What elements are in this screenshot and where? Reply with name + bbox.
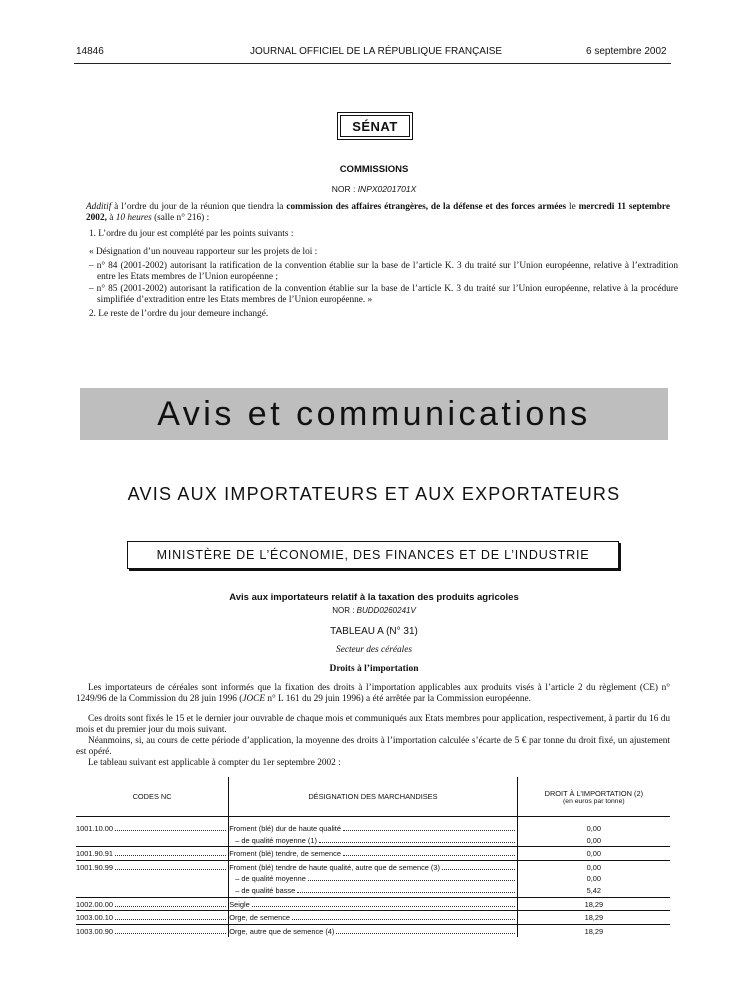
nor-line [74,184,674,194]
table-row [76,860,670,897]
intro-text-3: à [106,212,116,223]
cell-designation [229,911,517,925]
header-droit-label: DROIT À L’IMPORTATION (2) [544,788,644,798]
droit-value: 5,42 [586,885,602,895]
nc-code: 1003.00.10 [76,913,113,923]
designation-line [229,885,516,897]
nc-code: 1001.10.00 [76,824,113,833]
page-number: 14846 [76,46,104,57]
cell-droit [517,897,670,911]
notice-nor-code: BUDD0260241V [356,606,416,615]
droit-value: 0,00 [586,874,602,884]
header-droit [517,777,670,817]
cell-designation [229,847,517,861]
designation-line [229,848,516,860]
senat-box: SÉNAT [337,112,413,140]
designation-text: – de qualité basse [235,885,296,895]
cell-designation [229,860,517,897]
table-row [76,817,670,847]
designation-text: Orge, de semence [229,913,291,923]
leader-dots [343,830,515,831]
leader-dots [319,842,515,843]
p1-text-b: n° L 161 du 29 juin 1996) a été arrêtée par la Commission européenne. [265,693,531,704]
nor-code: INPX0201701X [357,184,417,194]
designation-line [229,926,516,938]
cell-code [76,817,229,847]
agenda-point-2: 2. Le reste de l’ordre du jour demeure inchangé. [89,309,269,319]
cell-droit [517,847,670,861]
avis-paragraph-4: Le tableau suivant est applicable à compter du 1er septembre 2002 : [88,758,341,768]
code-line [76,926,228,938]
leader-dots [442,869,515,870]
leader-dots [343,855,515,856]
intro-text-4: (salle n° 216) : [151,212,210,223]
table-body [76,817,670,938]
code-line [76,823,228,835]
designation-text: Seigle [229,899,250,909]
p1-joce: JOCE [242,693,266,704]
leader-dots [336,933,514,934]
import-duties-table [76,777,670,937]
tableau-label: TABLEAU A (N° 31) [330,626,418,637]
code-line [76,899,228,911]
secteur-label: Secteur des céréales [336,645,412,655]
droit-value: 0,00 [586,835,602,845]
nc-code: 1001.90.91 [76,849,113,859]
leader-dots [115,933,226,934]
designation-text: Froment (blé) tendre, de semence [229,849,341,859]
avis-banner: Avis et communications [80,388,668,440]
code-line [76,862,228,874]
droit-value: 18,29 [584,913,604,923]
designation-text: – de qualité moyenne [235,874,306,884]
designation-text: Orge, autre que de semence (4) [229,926,335,936]
leader-dots [308,880,515,881]
additif-paragraph [86,202,670,223]
ministry-box: MINISTÈRE DE L’ÉCONOMIE, DES FINANCES ET DE L’INDUSTRIE [127,541,619,569]
projet-85: – n° 85 (2001-2002) autorisant la ratification de la convention établie sur la base de l’article K. 3 du traité sur l’Union européenne, relative à la procédure simplifiée d’extradition entre les Etats membres de l’Union européenne. » [89,284,678,305]
leader-dots [115,906,226,907]
commission-name: commission des affaires étrangères, de la défense et des forces armées [286,202,567,212]
avis-paragraph-2: Ces droits sont fixés le 15 et le dernier jour ouvrable de chaque mois et communiqués aux Etats membres pour application, respectivement, à partir du 16 du mois et du premier jour du mois suivant. [76,714,670,735]
droit-value: 0,00 [586,824,602,833]
code-line [76,912,228,924]
agenda-point-1: 1. L’ordre du jour est complété par les points suivants : [89,229,294,239]
leader-dots [115,855,226,856]
intro-text-1: à l’ordre du jour de la réunion que tiendra la [111,202,287,212]
designation-line [229,912,516,924]
leader-dots [252,906,515,907]
leader-dots [115,869,226,870]
meeting-time: 10 heures [115,212,152,223]
table-row [76,911,670,925]
notice-title: Avis aux importateurs relatif à la taxation des produits agricoles [229,592,519,603]
cell-code [76,911,229,925]
leader-dots [292,919,515,920]
header-droit-unit: (en euros par tonne) [563,797,625,805]
table-row [76,897,670,911]
code-line [76,848,228,860]
journal-title: JOURNAL OFFICIEL DE LA RÉPUBLIQUE FRANÇAISE [250,46,503,57]
meeting-date: mercredi 11 septembre 2002, [86,202,670,223]
designation-text: – de qualité moyenne (1) [235,835,317,845]
cell-code [76,897,229,911]
designation-text: Froment (blé) tendre de haute qualité, autre que de semence (3) [229,862,440,872]
table-row [76,924,670,937]
intro-text-2: le [566,202,579,212]
nor-label: NOR : [331,184,356,194]
droit-value: 0,00 [586,862,602,872]
nc-code: 1003.00.90 [76,926,113,936]
additif-word: Additif [86,202,112,212]
designation-line [229,899,516,911]
droit-value: 0,00 [586,849,602,859]
leader-dots [297,892,514,893]
cell-code [76,860,229,897]
header-codes: CODES NC [76,777,229,817]
avis-paragraph-3: Néanmoins, si, au cours de cette période d’application, la moyenne des droits à l’importation calculée s’écarte de 5 € par tonne du droit fixé, un ajustement est opéré. [76,736,670,757]
cell-droit [517,911,670,925]
droit-value: 18,29 [584,926,604,936]
cell-droit [517,817,670,847]
droit-value: 18,29 [584,899,604,909]
designation-text: Froment (blé) dur de haute qualité [229,824,341,833]
projet-84: – n° 84 (2001-2002) autorisant la ratification de la convention établie sur la base de l’article K. 3 du traité sur l’Union européenne, relative à l’extradition entre les Etats membres de l’Union européenne ; [89,261,678,282]
table-row [76,847,670,861]
header-designation: DÉSIGNATION DES MARCHANDISES [229,777,517,817]
cell-code [76,847,229,861]
designation-line [229,823,516,835]
notice-nor-label: NOR : [332,606,355,615]
cell-code [76,924,229,937]
nc-code: 1002.00.00 [76,899,113,909]
designation-line: « Désignation d’un nouveau rapporteur sur les projets de loi : [89,247,318,257]
cell-droit [517,860,670,897]
p1-text-a: Les importateurs de céréales sont informés que la fixation des droits à l’importation applicables aux produits visés à l’article 2 du règlement (CE) n° 1249/96 de la Commission du 28 juin 1996 ( [76,683,670,704]
designation-line [229,873,516,885]
cell-droit [517,924,670,937]
droits-heading: Droits à l’importation [329,664,419,674]
cell-designation [229,817,517,847]
designation-line [229,862,516,874]
section-commissions: COMMISSIONS [339,164,409,175]
notice-nor [74,606,674,615]
leader-dots [115,830,226,831]
cell-designation [229,924,517,937]
avis-paragraph-1 [76,683,670,704]
header-rule [74,63,671,64]
nc-code: 1001.90.99 [76,862,113,872]
issue-date: 6 septembre 2002 [586,46,667,57]
designation-line [229,835,516,847]
avis-title: AVIS AUX IMPORTATEURS ET AUX EXPORTATEURS [127,484,621,504]
cell-designation [229,897,517,911]
leader-dots [115,919,226,920]
